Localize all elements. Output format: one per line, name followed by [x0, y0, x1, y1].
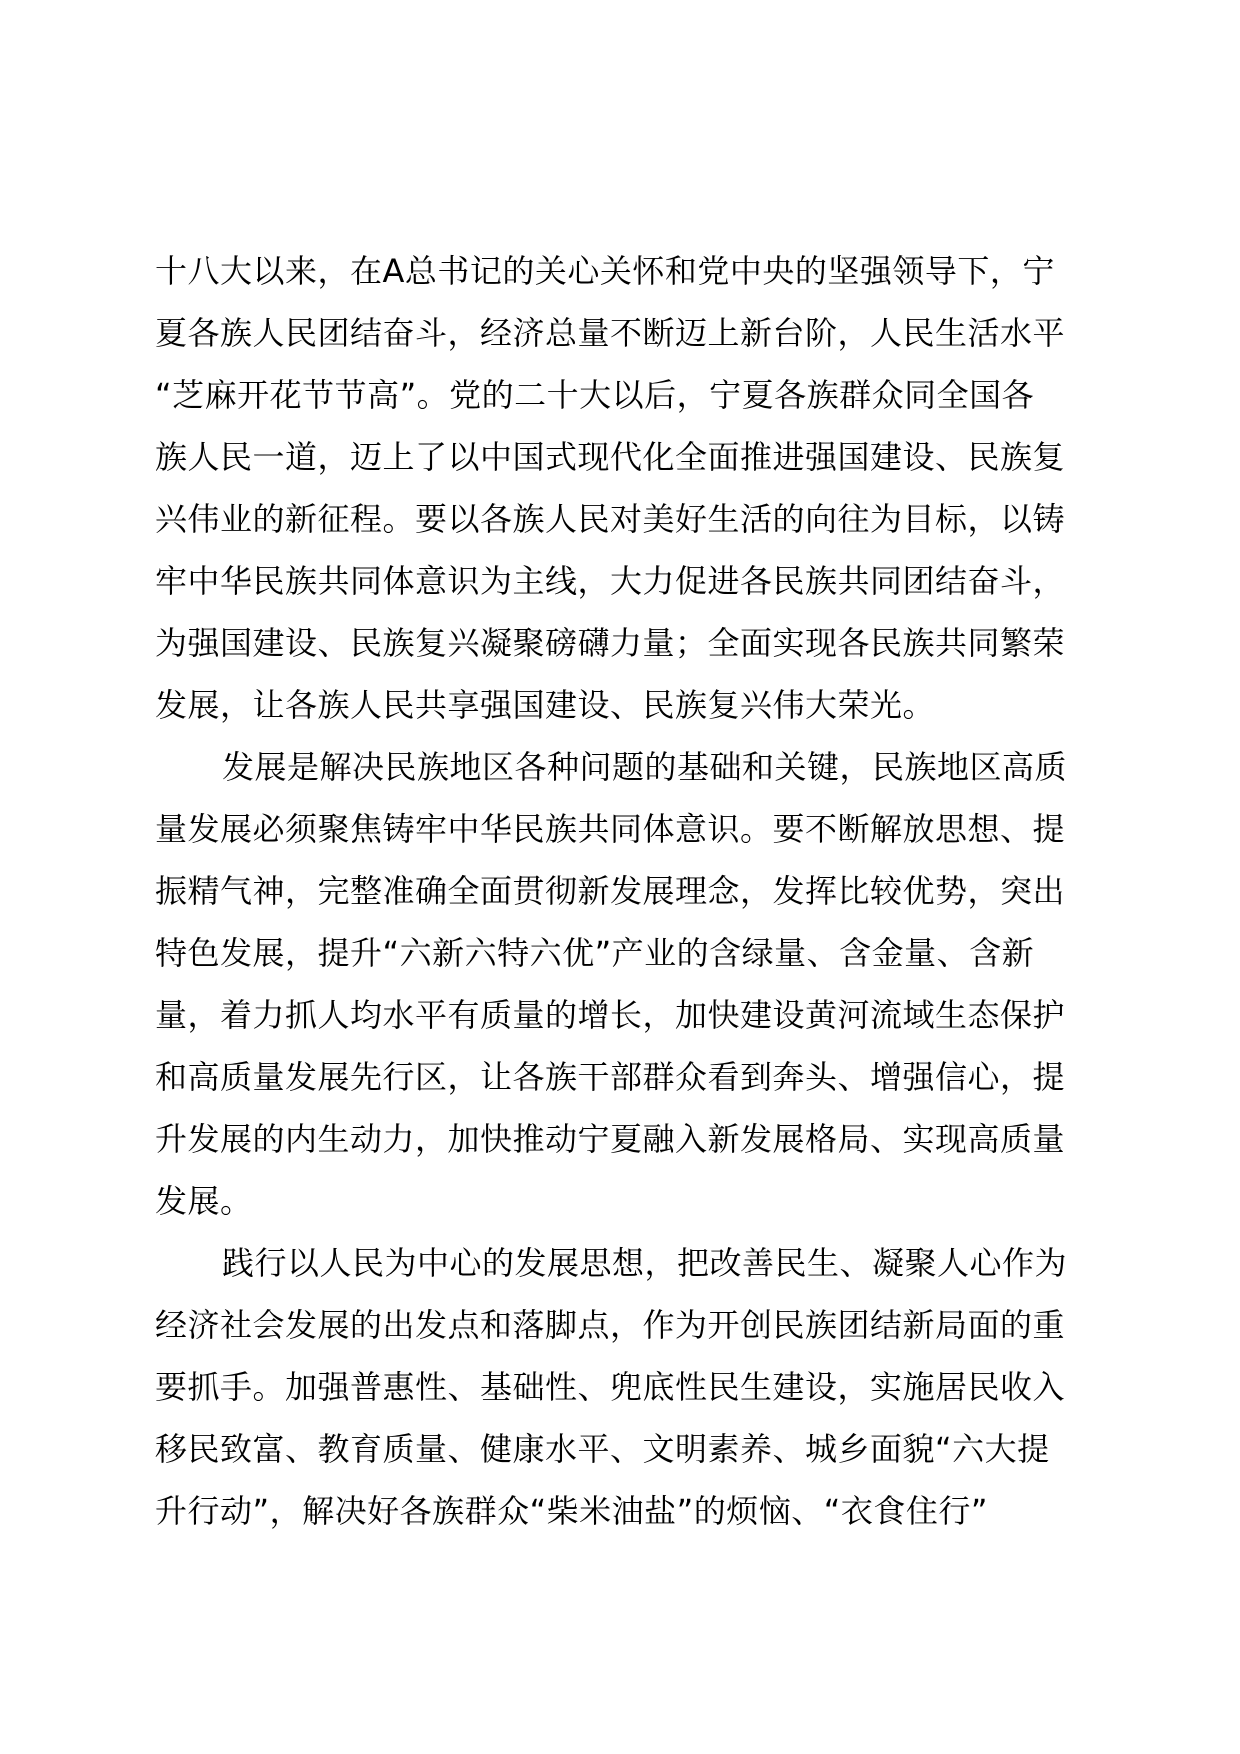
text-line: 特色发展，提升“六新六特六优”产业的含绿量、含金量、含新: [155, 934, 1035, 972]
body-text: [155, 240, 1095, 1542]
text-line: 经济社会发展的出发点和落脚点，作为开创民族团结新局面的重: [155, 1306, 1066, 1344]
paragraph-first-line: 发展是解决民族地区各种问题的基础和关键，民族地区高质: [222, 748, 1068, 786]
text-line: 升发展的内生动力，加快推动宁夏融入新发展格局、实现高质量: [155, 1120, 1066, 1158]
text-line: 牢中华民族共同体意识为主线，大力促进各民族共同团结奋斗，: [155, 562, 1066, 600]
text-line: 量发展必须聚焦铸牢中华民族共同体意识。要不断解放思想、提: [155, 810, 1066, 848]
text-line: 发展。: [155, 1182, 253, 1220]
text-line: 兴伟业的新征程。要以各族人民对美好生活的向往为目标，以铸: [155, 500, 1066, 538]
text-line: 和高质量发展先行区，让各族干部群众看到奔头、增强信心，提: [155, 1058, 1066, 1096]
text-line: “芝麻开花节节高”。党的二十大以后，宁夏各族群众同全国各: [155, 376, 1035, 414]
text-line: 升行动”，解决好各族群众“柴米油盐”的烦恼、“衣食住行”: [155, 1492, 988, 1530]
paragraph-first-line: 践行以人民为中心的发展思想，把改善民生、凝聚人心作为: [222, 1244, 1068, 1282]
text-line: 夏各族人民团结奋斗，经济总量不断迈上新台阶，人民生活水平: [155, 314, 1066, 352]
text-line: 发展，让各族人民共享强国建设、民族复兴伟大荣光。: [155, 686, 936, 724]
text-line: 为强国建设、民族复兴凝聚磅礴力量；全面实现各民族共同繁荣: [155, 624, 1066, 662]
text-line: 族人民一道，迈上了以中国式现代化全面推进强国建设、民族复: [155, 438, 1066, 476]
text-line: 移民致富、教育质量、健康水平、文明素养、城乡面貌“六大提: [155, 1430, 1050, 1468]
text-line: 振精气神，完整准确全面贯彻新发展理念，发挥比较优势，突出: [155, 872, 1066, 910]
text-line: 十八大以来，在A总书记的关心关怀和党中央的坚强领导下，宁: [155, 252, 1055, 290]
text-line: 要抓手。加强普惠性、基础性、兜底性民生建设，实施居民收入: [155, 1368, 1066, 1406]
text-line: 量，着力抓人均水平有质量的增长，加快建设黄河流域生态保护: [155, 996, 1066, 1034]
